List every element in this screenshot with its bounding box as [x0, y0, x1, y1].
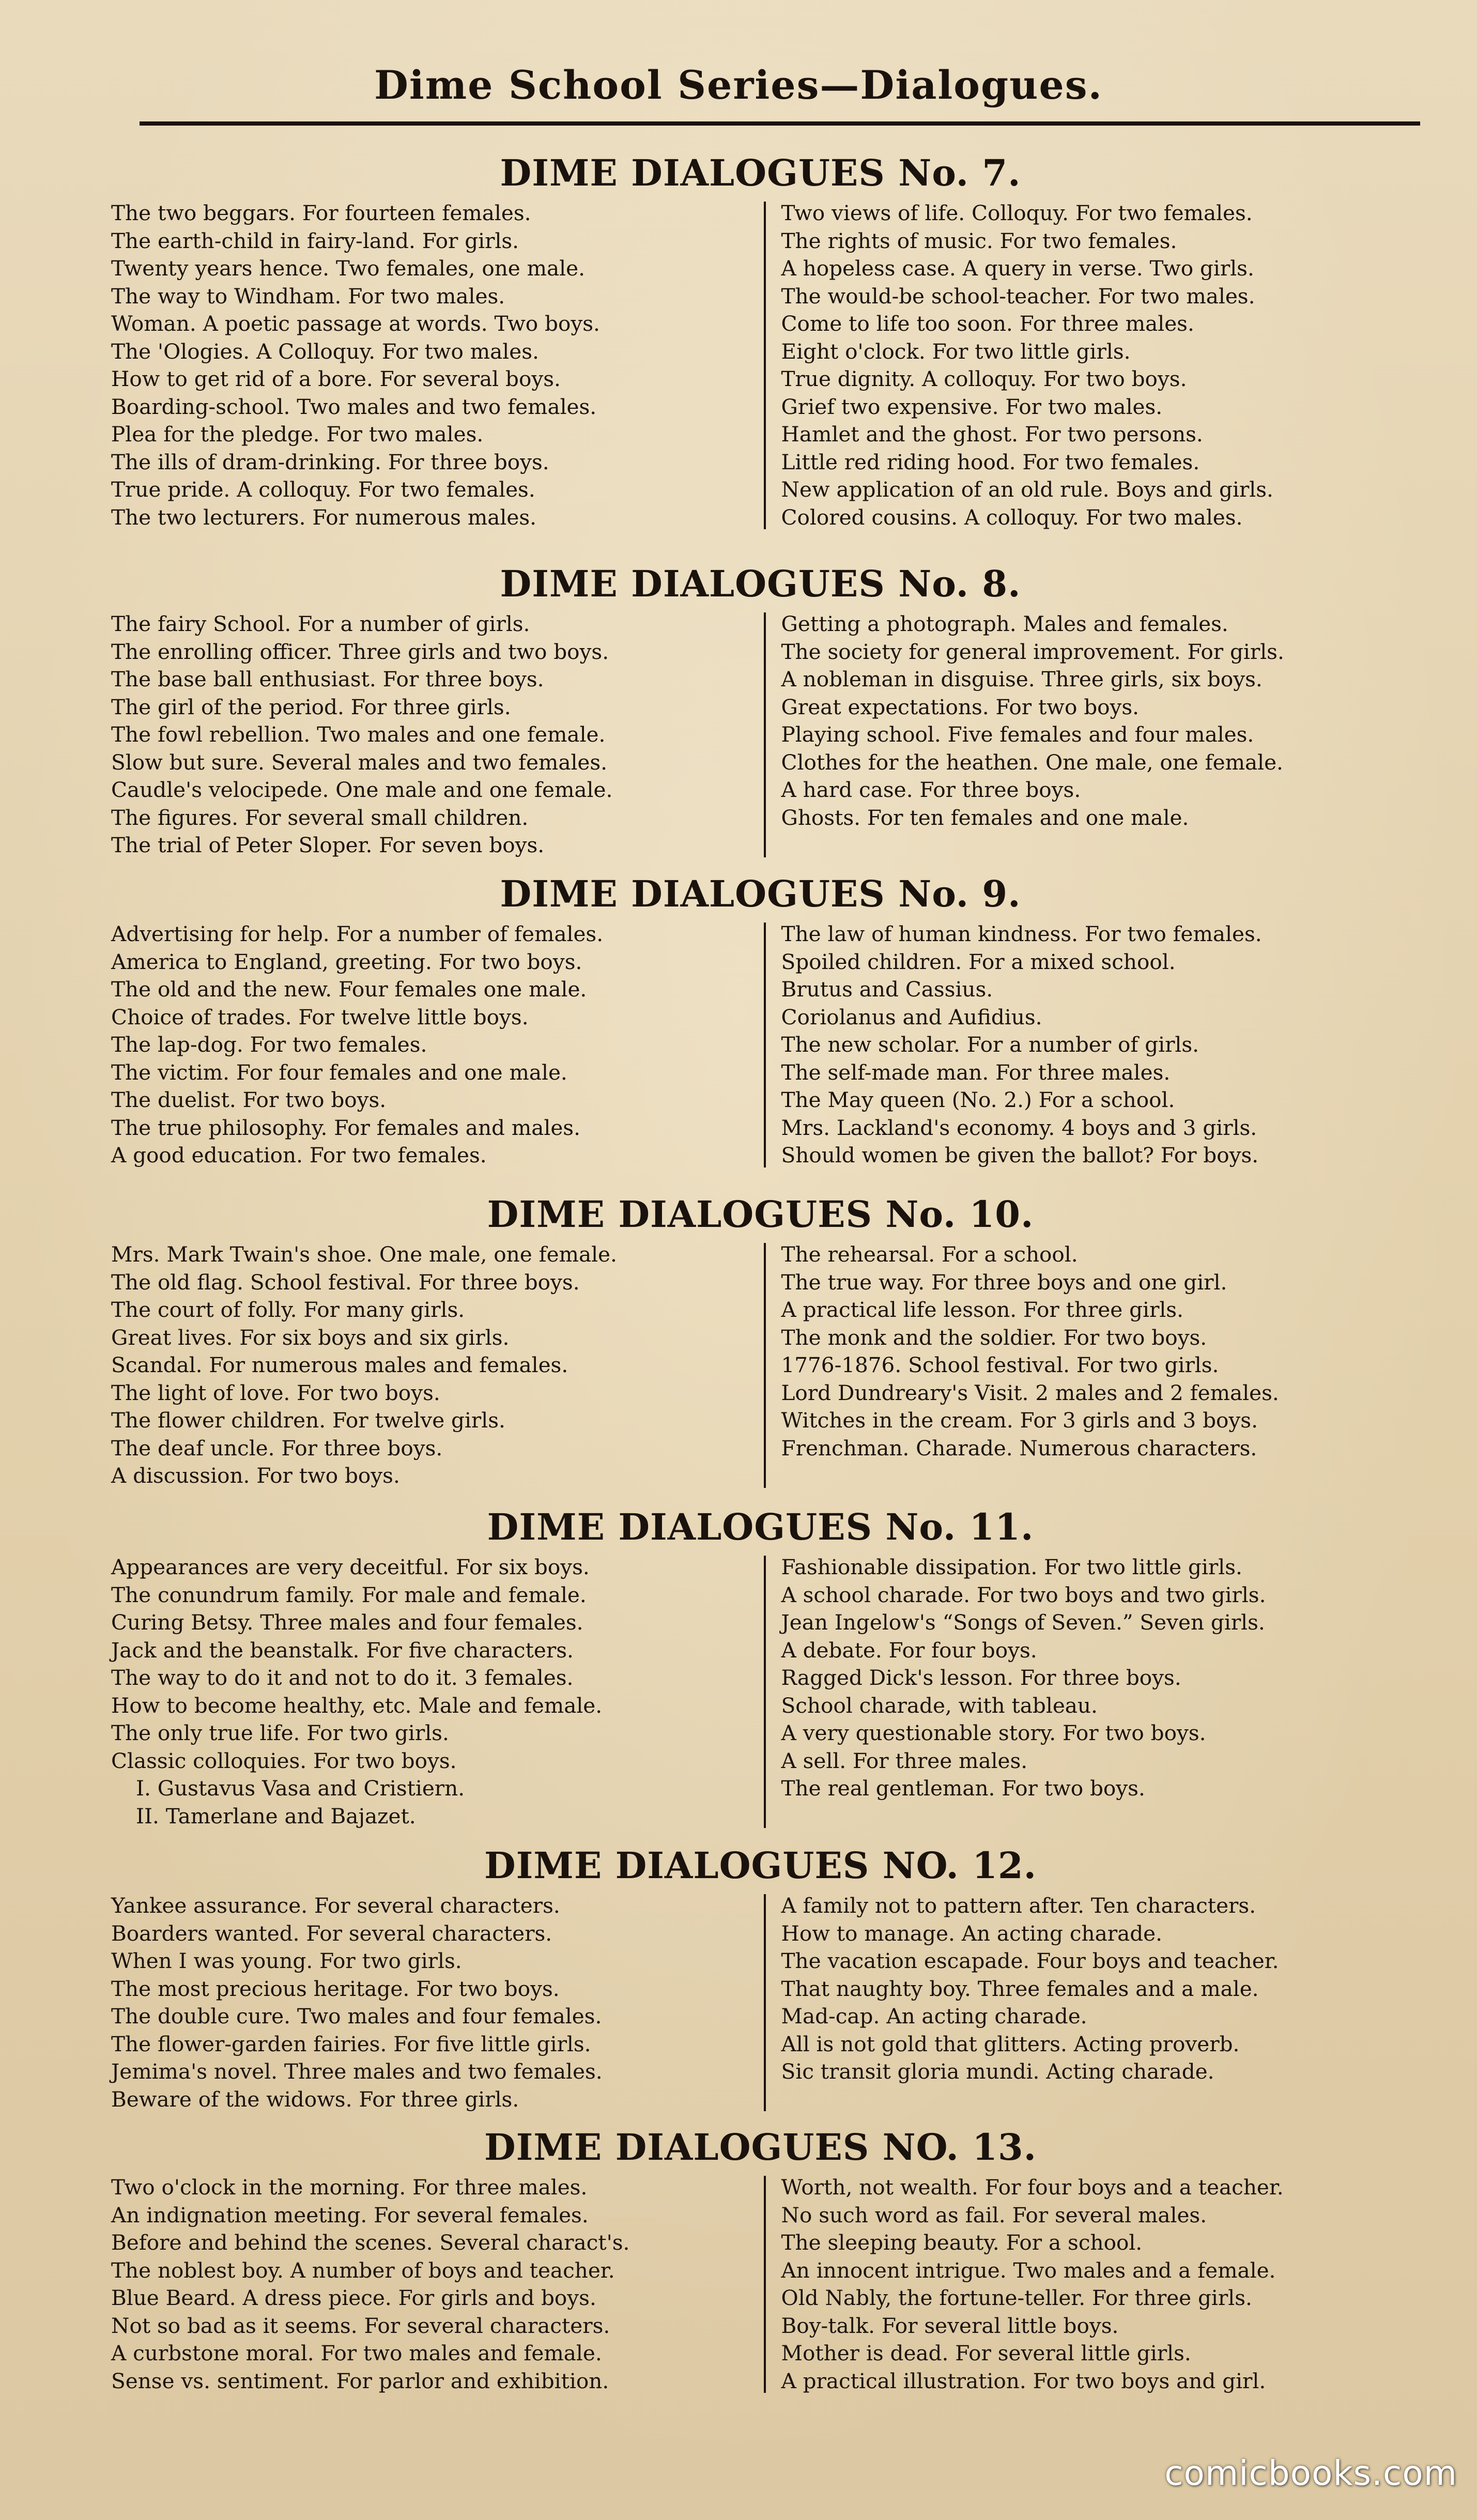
left-column [111, 920, 761, 1170]
dialogue-entry: The flower children. For twelve girls. [111, 1408, 505, 1433]
dialogue-entry: The law of human kindness. For two females. [781, 921, 1262, 946]
dialogue-entry: The girl of the period. For three girls. [111, 694, 511, 719]
dialogue-entry: New application of an old rule. Boys and girls. [781, 477, 1273, 502]
dialogue-entry: Witches in the cream. For 3 girls and 3 boys. [781, 1408, 1258, 1433]
column-divider [764, 202, 766, 529]
dialogue-entry: Jack and the beanstalk. For five characters. [111, 1637, 574, 1663]
dialogue-entry: Eight o'clock. For two little girls. [781, 339, 1131, 364]
section-heading: DIME DIALOGUES No. 8. [500, 562, 1021, 605]
right-column [761, 920, 1410, 1170]
dialogue-entry: A school charade. For two boys and two girls. [781, 1582, 1266, 1607]
dialogue-entry: The May queen (No. 2.) For a school. [781, 1087, 1175, 1112]
right-column [761, 1892, 1410, 2113]
dialogue-entry: Plea for the pledge. For two males. [111, 422, 484, 447]
column-divider [764, 1894, 766, 2111]
left-column [111, 2174, 761, 2395]
title-rule [140, 121, 1420, 126]
dialogue-entry: Sense vs. sentiment. For parlor and exhibition. [111, 2368, 609, 2393]
dialogue-entry: Old Nably, the fortune-teller. For three girls. [781, 2285, 1252, 2310]
dialogue-section [111, 2124, 1410, 2395]
dialogue-entry: Mad-cap. An acting charade. [781, 2004, 1087, 2029]
column-divider [764, 2176, 766, 2393]
dialogue-entry: The light of love. For two boys. [111, 1380, 440, 1405]
dialogue-entry: A sell. For three males. [781, 1748, 1028, 1773]
left-column [111, 199, 761, 531]
section-heading: DIME DIALOGUES NO. 12. [484, 1844, 1037, 1887]
dialogue-entry: The duelist. For two boys. [111, 1087, 387, 1112]
dialogue-entry: That naughty boy. Three females and a male. [781, 1976, 1259, 2001]
dialogue-entry: Two views of life. Colloquy. For two females. [781, 201, 1253, 225]
left-column [111, 1554, 761, 1830]
dialogue-entry: The monk and the soldier. For two boys. [781, 1325, 1207, 1350]
dialogue-entry: The way to Windham. For two males. [111, 283, 505, 309]
dialogue-entry: Jean Ingelow's “Songs of Seven.” Seven girls. [781, 1610, 1265, 1635]
dialogue-entry: The ills of dram-drinking. For three boys. [111, 449, 549, 474]
dialogue-entry: The trial of Peter Sloper. For seven boys. [111, 833, 545, 857]
dialogue-entry: Great expectations. For two boys. [781, 694, 1140, 719]
column-divider [764, 1556, 766, 1828]
dialogue-entry: The new scholar. For a number of girls. [781, 1032, 1199, 1057]
dialogue-entry: Beware of the widows. For three girls. [111, 2086, 519, 2112]
dialogue-entry: The society for general improvement. For girls. [781, 639, 1284, 664]
dialogue-entry: Clothes for the heathen. One male, one female. [781, 749, 1283, 775]
dialogue-entry: Blue Beard. A dress piece. For girls and boys. [111, 2285, 596, 2310]
dialogue-entry: The only true life. For two girls. [111, 1720, 449, 1745]
dialogue-entry: The victim. For four females and one male. [111, 1059, 567, 1085]
dialogue-entry: The self-made man. For three males. [781, 1059, 1171, 1085]
right-column [761, 1554, 1410, 1830]
dialogue-entry: Getting a photograph. Males and females. [781, 611, 1228, 636]
dialogue-entry: Scandal. For numerous males and females. [111, 1353, 568, 1377]
dialogue-entry: A debate. For four boys. [781, 1637, 1037, 1663]
dialogue-entry: An indignation meeting. For several females. [111, 2202, 589, 2227]
dialogue-entry: The most precious heritage. For two boys. [111, 1976, 560, 2001]
dialogue-entry: Boarders wanted. For several characters. [111, 1920, 552, 1946]
dialogue-section [111, 1504, 1410, 1830]
dialogue-entry: The rights of music. For two females. [781, 228, 1177, 253]
dialogue-entry: Lord Dundreary's Visit. 2 males and 2 females. [781, 1380, 1279, 1405]
dialogue-entry: True dignity. A colloquy. For two boys. [781, 366, 1187, 391]
dialogue-entry: Yankee assurance. For several characters. [111, 1893, 560, 1918]
dialogue-entry: How to get rid of a bore. For several boys. [111, 366, 561, 391]
dialogue-entry: The base ball enthusiast. For three boys. [111, 667, 544, 692]
dialogue-entry: Ghosts. For ten females and one male. [781, 805, 1189, 830]
dialogue-section [111, 871, 1410, 1170]
section-columns [111, 1892, 1410, 2113]
dialogue-entry: Curing Betsy. Three males and four females. [111, 1610, 583, 1635]
section-heading: DIME DIALOGUES No. 9. [500, 872, 1021, 915]
dialogue-entry: A curbstone moral. For two males and female. [111, 2341, 602, 2365]
site-watermark: comicbooks.com [1164, 2453, 1457, 2493]
dialogue-entry: Mrs. Lackland's economy. 4 boys and 3 girls. [781, 1115, 1257, 1140]
dialogue-entry: The court of folly. For many girls. [111, 1297, 465, 1322]
dialogue-entry: When I was young. For two girls. [111, 1948, 462, 1973]
dialogue-entry: A discussion. For two boys. [111, 1463, 400, 1488]
section-heading: DIME DIALOGUES NO. 13. [484, 2126, 1037, 2169]
dialogue-entry: Worth, not wealth. For four boys and a teacher. [781, 2175, 1284, 2200]
dialogue-entry: A hard case. For three boys. [781, 777, 1081, 802]
dialogue-entry: America to England, greeting. For two boys. [111, 949, 582, 974]
dialogue-entry: I. Gustavus Vasa and Cristiern. [136, 1776, 465, 1801]
dialogue-entry: The flower-garden fairies. For five little girls. [111, 2031, 591, 2056]
dialogue-entry: The true philosophy. For females and males. [111, 1115, 580, 1140]
dialogue-entry: Boy-talk. For several little boys. [781, 2313, 1119, 2338]
dialogue-section [111, 1842, 1410, 2113]
series-title: Dime School Series—Dialogues. [374, 62, 1103, 108]
dialogue-entry: Hamlet and the ghost. For two persons. [781, 422, 1203, 447]
dialogue-entry: Colored cousins. A colloquy. For two males. [781, 504, 1243, 530]
dialogue-entry: How to manage. An acting charade. [781, 1920, 1163, 1946]
dialogue-entry: A hopeless case. A query in verse. Two girls. [781, 256, 1254, 281]
dialogue-entry: A nobleman in disguise. Three girls, six boys. [781, 667, 1263, 692]
dialogue-entry: The way to do it and not to do it. 3 females. [111, 1665, 574, 1690]
dialogue-entry: Choice of trades. For twelve little boys. [111, 1004, 529, 1029]
dialogue-entry: A practical life lesson. For three girls. [781, 1297, 1183, 1322]
dialogue-entry: Caudle's velocipede. One male and one female. [111, 777, 613, 802]
left-column [111, 610, 761, 859]
dialogue-entry: A practical illustration. For two boys and girl. [781, 2368, 1266, 2393]
dialogue-entry: The conundrum family. For male and female. [111, 1582, 587, 1607]
dialogue-entry: Not so bad as it seems. For several characters. [111, 2313, 610, 2338]
section-heading: DIME DIALOGUES No. 11. [487, 1505, 1034, 1548]
dialogue-entry: A good education. For two females. [111, 1143, 487, 1167]
column-divider [764, 612, 766, 857]
dialogue-entry: Jemima's novel. Three males and two females. [111, 2059, 603, 2084]
dialogue-entry: Brutus and Cassius. [781, 977, 993, 1002]
right-column [761, 199, 1410, 531]
dialogue-entry: Frenchman. Charade. Numerous characters. [781, 1435, 1257, 1461]
dialogue-entry: Mrs. Mark Twain's shoe. One male, one female. [111, 1242, 617, 1267]
dialogue-entry: The enrolling officer. Three girls and two boys. [111, 639, 609, 664]
dialogue-entry: A very questionable story. For two boys. [781, 1720, 1206, 1745]
dialogue-entry: Spoiled children. For a mixed school. [781, 949, 1176, 974]
right-column [761, 610, 1410, 859]
dialogue-entry: Before and behind the scenes. Several charact's. [111, 2230, 630, 2255]
dialogue-entry: The fowl rebellion. Two males and one female. [111, 722, 606, 747]
left-column [111, 1892, 761, 2113]
dialogue-entry: True pride. A colloquy. For two females. [111, 477, 535, 502]
dialogue-section [111, 150, 1410, 531]
dialogue-entry: 1776-1876. School festival. For two girls. [781, 1353, 1219, 1377]
dialogue-entry: The real gentleman. For two boys. [781, 1776, 1145, 1801]
dialogue-entry: Classic colloquies. For two boys. [111, 1748, 457, 1773]
dialogue-entry: Fashionable dissipation. For two little girls. [781, 1555, 1242, 1579]
dialogue-entry: The old and the new. Four females one male. [111, 977, 587, 1002]
dialogue-entry: The earth-child in fairy-land. For girls. [111, 228, 519, 253]
dialogue-entry: Slow but sure. Several males and two females. [111, 749, 608, 775]
dialogue-entry: Twenty years hence. Two females, one male. [111, 256, 585, 281]
dialogue-entry: All is not gold that glitters. Acting proverb. [781, 2031, 1240, 2056]
dialogue-entry: Playing school. Five females and four males. [781, 722, 1254, 747]
dialogue-entry: The noblest boy. A number of boys and teacher. [111, 2257, 615, 2283]
dialogue-section [111, 1191, 1410, 1490]
right-column [761, 1241, 1410, 1490]
dialogue-entry: The deaf uncle. For three boys. [111, 1435, 443, 1461]
dialogue-entry: Grief two expensive. For two males. [781, 394, 1163, 419]
dialogue-entry: The rehearsal. For a school. [781, 1242, 1078, 1267]
dialogue-entry: The two beggars. For fourteen females. [111, 201, 531, 225]
dialogue-entry: The fairy School. For a number of girls. [111, 611, 530, 636]
dialogue-entry: Little red riding hood. For two females. [781, 449, 1200, 474]
dialogue-entry: II. Tamerlane and Bajazet. [136, 1803, 416, 1828]
dialogue-entry: Woman. A poetic passage at words. Two boys. [111, 311, 600, 336]
section-columns [111, 1554, 1410, 1830]
dialogue-entry: Boarding-school. Two males and two females. [111, 394, 597, 419]
dialogue-entry: The true way. For three boys and one girl. [781, 1269, 1227, 1295]
left-column [111, 1241, 761, 1490]
section-columns [111, 920, 1410, 1170]
dialogue-entry: The vacation escapade. Four boys and teacher. [781, 1948, 1279, 1973]
column-divider [764, 1243, 766, 1488]
dialogue-entry: Great lives. For six boys and six girls. [111, 1325, 510, 1350]
dialogue-entry: The lap-dog. For two females. [111, 1032, 427, 1057]
dialogue-entry: Advertising for help. For a number of females. [111, 921, 604, 946]
section-columns [111, 610, 1410, 859]
dialogue-entry: Come to life too soon. For three males. [781, 311, 1194, 336]
section-columns [111, 2174, 1410, 2395]
section-columns [111, 1241, 1410, 1490]
section-columns [111, 199, 1410, 531]
dialogue-entry: The old flag. School festival. For three boys. [111, 1269, 580, 1295]
section-heading: DIME DIALOGUES No. 7. [500, 151, 1021, 194]
section-heading: DIME DIALOGUES No. 10. [487, 1193, 1034, 1236]
dialogue-entry: A family not to pattern after. Ten characters. [781, 1893, 1256, 1918]
dialogue-entry: School charade, with tableau. [781, 1693, 1098, 1718]
dialogue-entry: Ragged Dick's lesson. For three boys. [781, 1665, 1181, 1690]
dialogue-entry: The two lecturers. For numerous males. [111, 504, 536, 530]
dialogue-entry: An innocent intrigue. Two males and a female. [781, 2257, 1276, 2283]
dialogue-section [111, 561, 1410, 859]
dialogue-entry: The sleeping beauty. For a school. [781, 2230, 1143, 2255]
dialogue-entry: How to become healthy, etc. Male and female. [111, 1693, 603, 1718]
dialogue-entry: Mother is dead. For several little girls. [781, 2341, 1191, 2365]
dialogue-entry: Coriolanus and Aufidius. [781, 1004, 1042, 1029]
dialogue-entry: Should women be given the ballot? For boys. [781, 1143, 1259, 1167]
column-divider [764, 923, 766, 1167]
dialogue-entry: Two o'clock in the morning. For three males. [111, 2175, 588, 2200]
dialogue-entry: The would-be school-teacher. For two males. [781, 283, 1255, 309]
dialogue-entry: No such word as fail. For several males. [781, 2202, 1207, 2227]
dialogue-entry: The figures. For several small children. [111, 805, 529, 830]
dialogue-entry: The 'Ologies. A Colloquy. For two males. [111, 339, 539, 364]
dialogue-entry: Sic transit gloria mundi. Acting charade. [781, 2059, 1214, 2084]
dialogue-entry: Appearances are very deceitful. For six boys. [111, 1555, 590, 1579]
right-column [761, 2174, 1410, 2395]
dialogue-entry: The double cure. Two males and four females. [111, 2004, 602, 2029]
